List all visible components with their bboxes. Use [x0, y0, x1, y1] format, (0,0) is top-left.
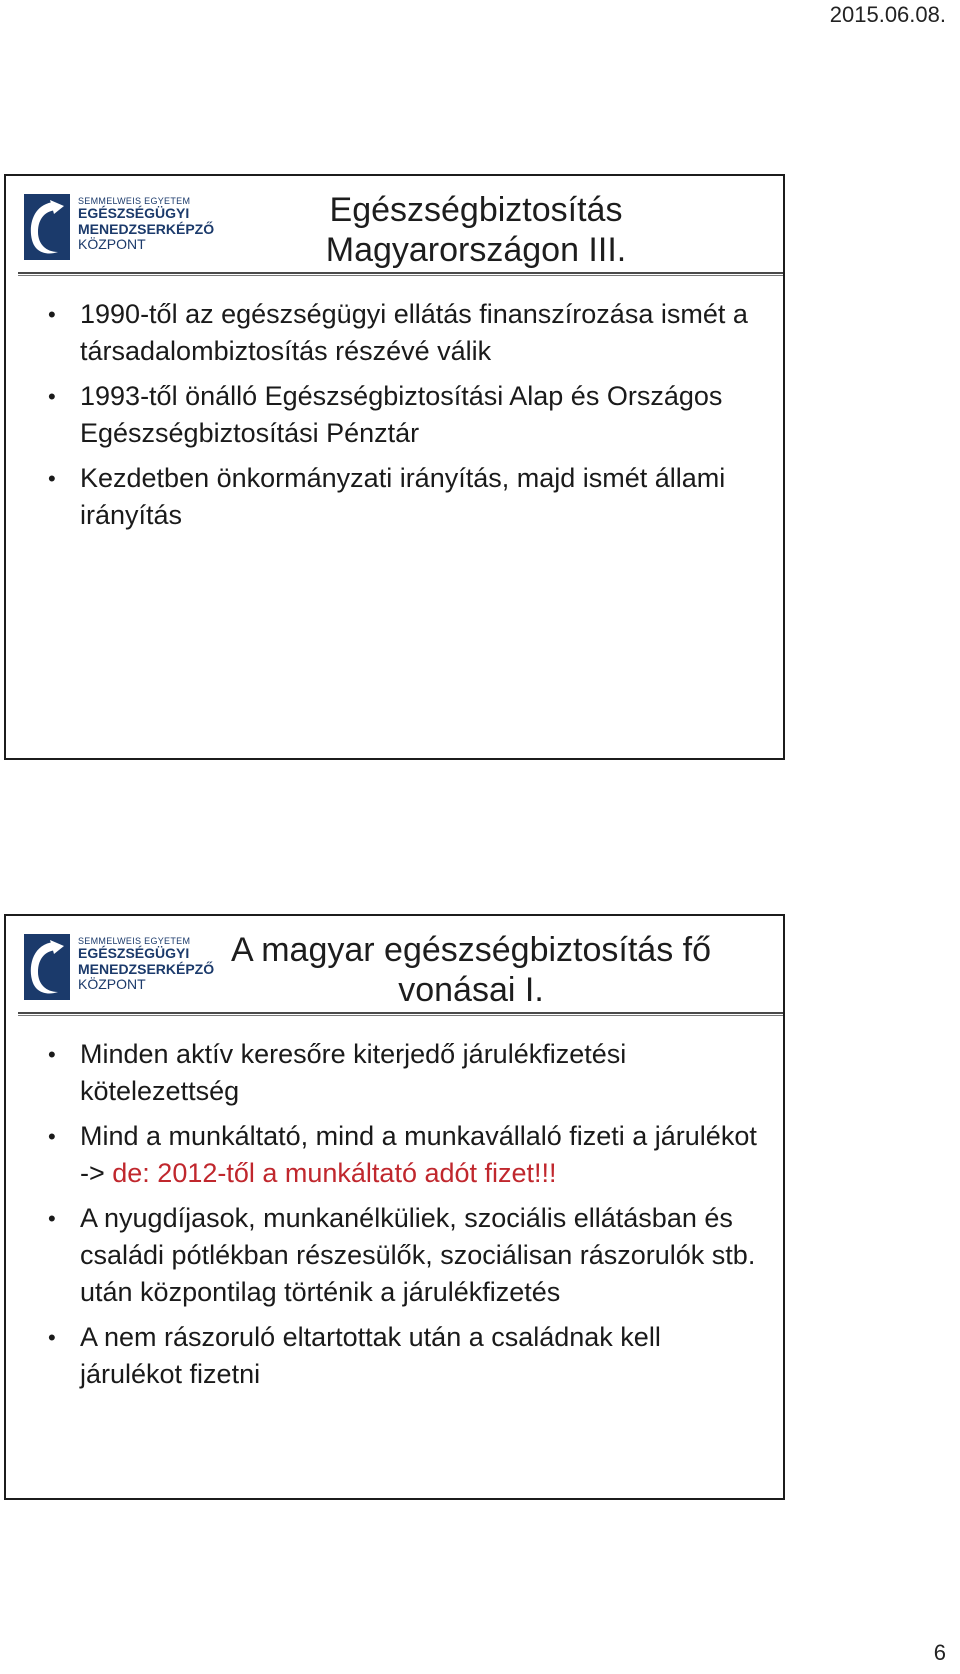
bullet-text: A nem rászoruló eltartottak után a családnak kell járulékot fizetni: [80, 1322, 661, 1389]
bullet-item: [6, 1118, 783, 1192]
logo-line-3: MENEDZSERKÉPZŐ: [78, 960, 215, 977]
page-date: 2015.06.08.: [829, 2, 946, 27]
logo-line-1: SEMMELWEIS EGYETEM: [78, 196, 191, 206]
university-logo: [24, 194, 215, 260]
logo-emblem-icon: [24, 194, 70, 260]
bullet-text: A nyugdíjasok, munkanélküliek, szociális ellátásban és családi pótlékban részesülők, szociálisan rászorulók stb. után központilag történik a járulékfizetés: [80, 1203, 756, 1307]
university-logo: [24, 934, 215, 1000]
logo-text: [78, 196, 214, 253]
logo-emblem-icon: [24, 934, 70, 1000]
slide-2: [4, 914, 785, 1500]
bullet-text: Minden aktív keresőre kiterjedő járulékfizetési kötelezettség: [80, 1039, 627, 1106]
logo-line-2: EGÉSZSÉGÜGYI: [78, 205, 190, 221]
slide-header: [6, 176, 783, 274]
logo-text: [78, 936, 214, 993]
slide-title: A magyar egészségbiztosítás fő vonásai I.: [230, 931, 712, 1009]
highlight-text: de: 2012-től a munkáltató adót fizet!!!: [112, 1158, 557, 1188]
page-number: 6: [933, 1640, 946, 1665]
logo-line-4: KÖZPONT: [78, 976, 146, 992]
logo-line-4: KÖZPONT: [78, 236, 146, 252]
bullet-item: [6, 1200, 783, 1311]
slide-header: [6, 916, 783, 1014]
logo-line-3: MENEDZSERKÉPZŐ: [78, 220, 215, 237]
header-divider: [18, 272, 783, 276]
slide-1: [4, 174, 785, 760]
bullet-text: 1990-től az egészségügyi ellátás finanszírozása ismét a társadalombiztosítás részévé válik: [80, 299, 748, 366]
bullet-item: [6, 1036, 783, 1110]
bullet-item: [6, 460, 783, 534]
bullet-text: Mind a munkáltató, mind a munkavállaló fizeti a járulékot ->: [80, 1121, 757, 1188]
bullet-item: [6, 1319, 783, 1393]
logo-line-1: SEMMELWEIS EGYETEM: [78, 936, 191, 946]
bullet-list: [6, 1036, 783, 1401]
logo-line-2: EGÉSZSÉGÜGYI: [78, 945, 190, 961]
slide-title: Egészségbiztosítás Magyarországon III.: [325, 191, 627, 269]
bullet-item: [6, 296, 783, 370]
bullet-list: [6, 296, 783, 542]
bullet-text: 1993-től önálló Egészségbiztosítási Alap és Országos Egészségbiztosítási Pénztár: [80, 381, 723, 448]
bullet-item: [6, 378, 783, 452]
header-divider: [18, 1012, 783, 1016]
bullet-text: Kezdetben önkormányzati irányítás, majd ismét állami irányítás: [80, 463, 726, 530]
